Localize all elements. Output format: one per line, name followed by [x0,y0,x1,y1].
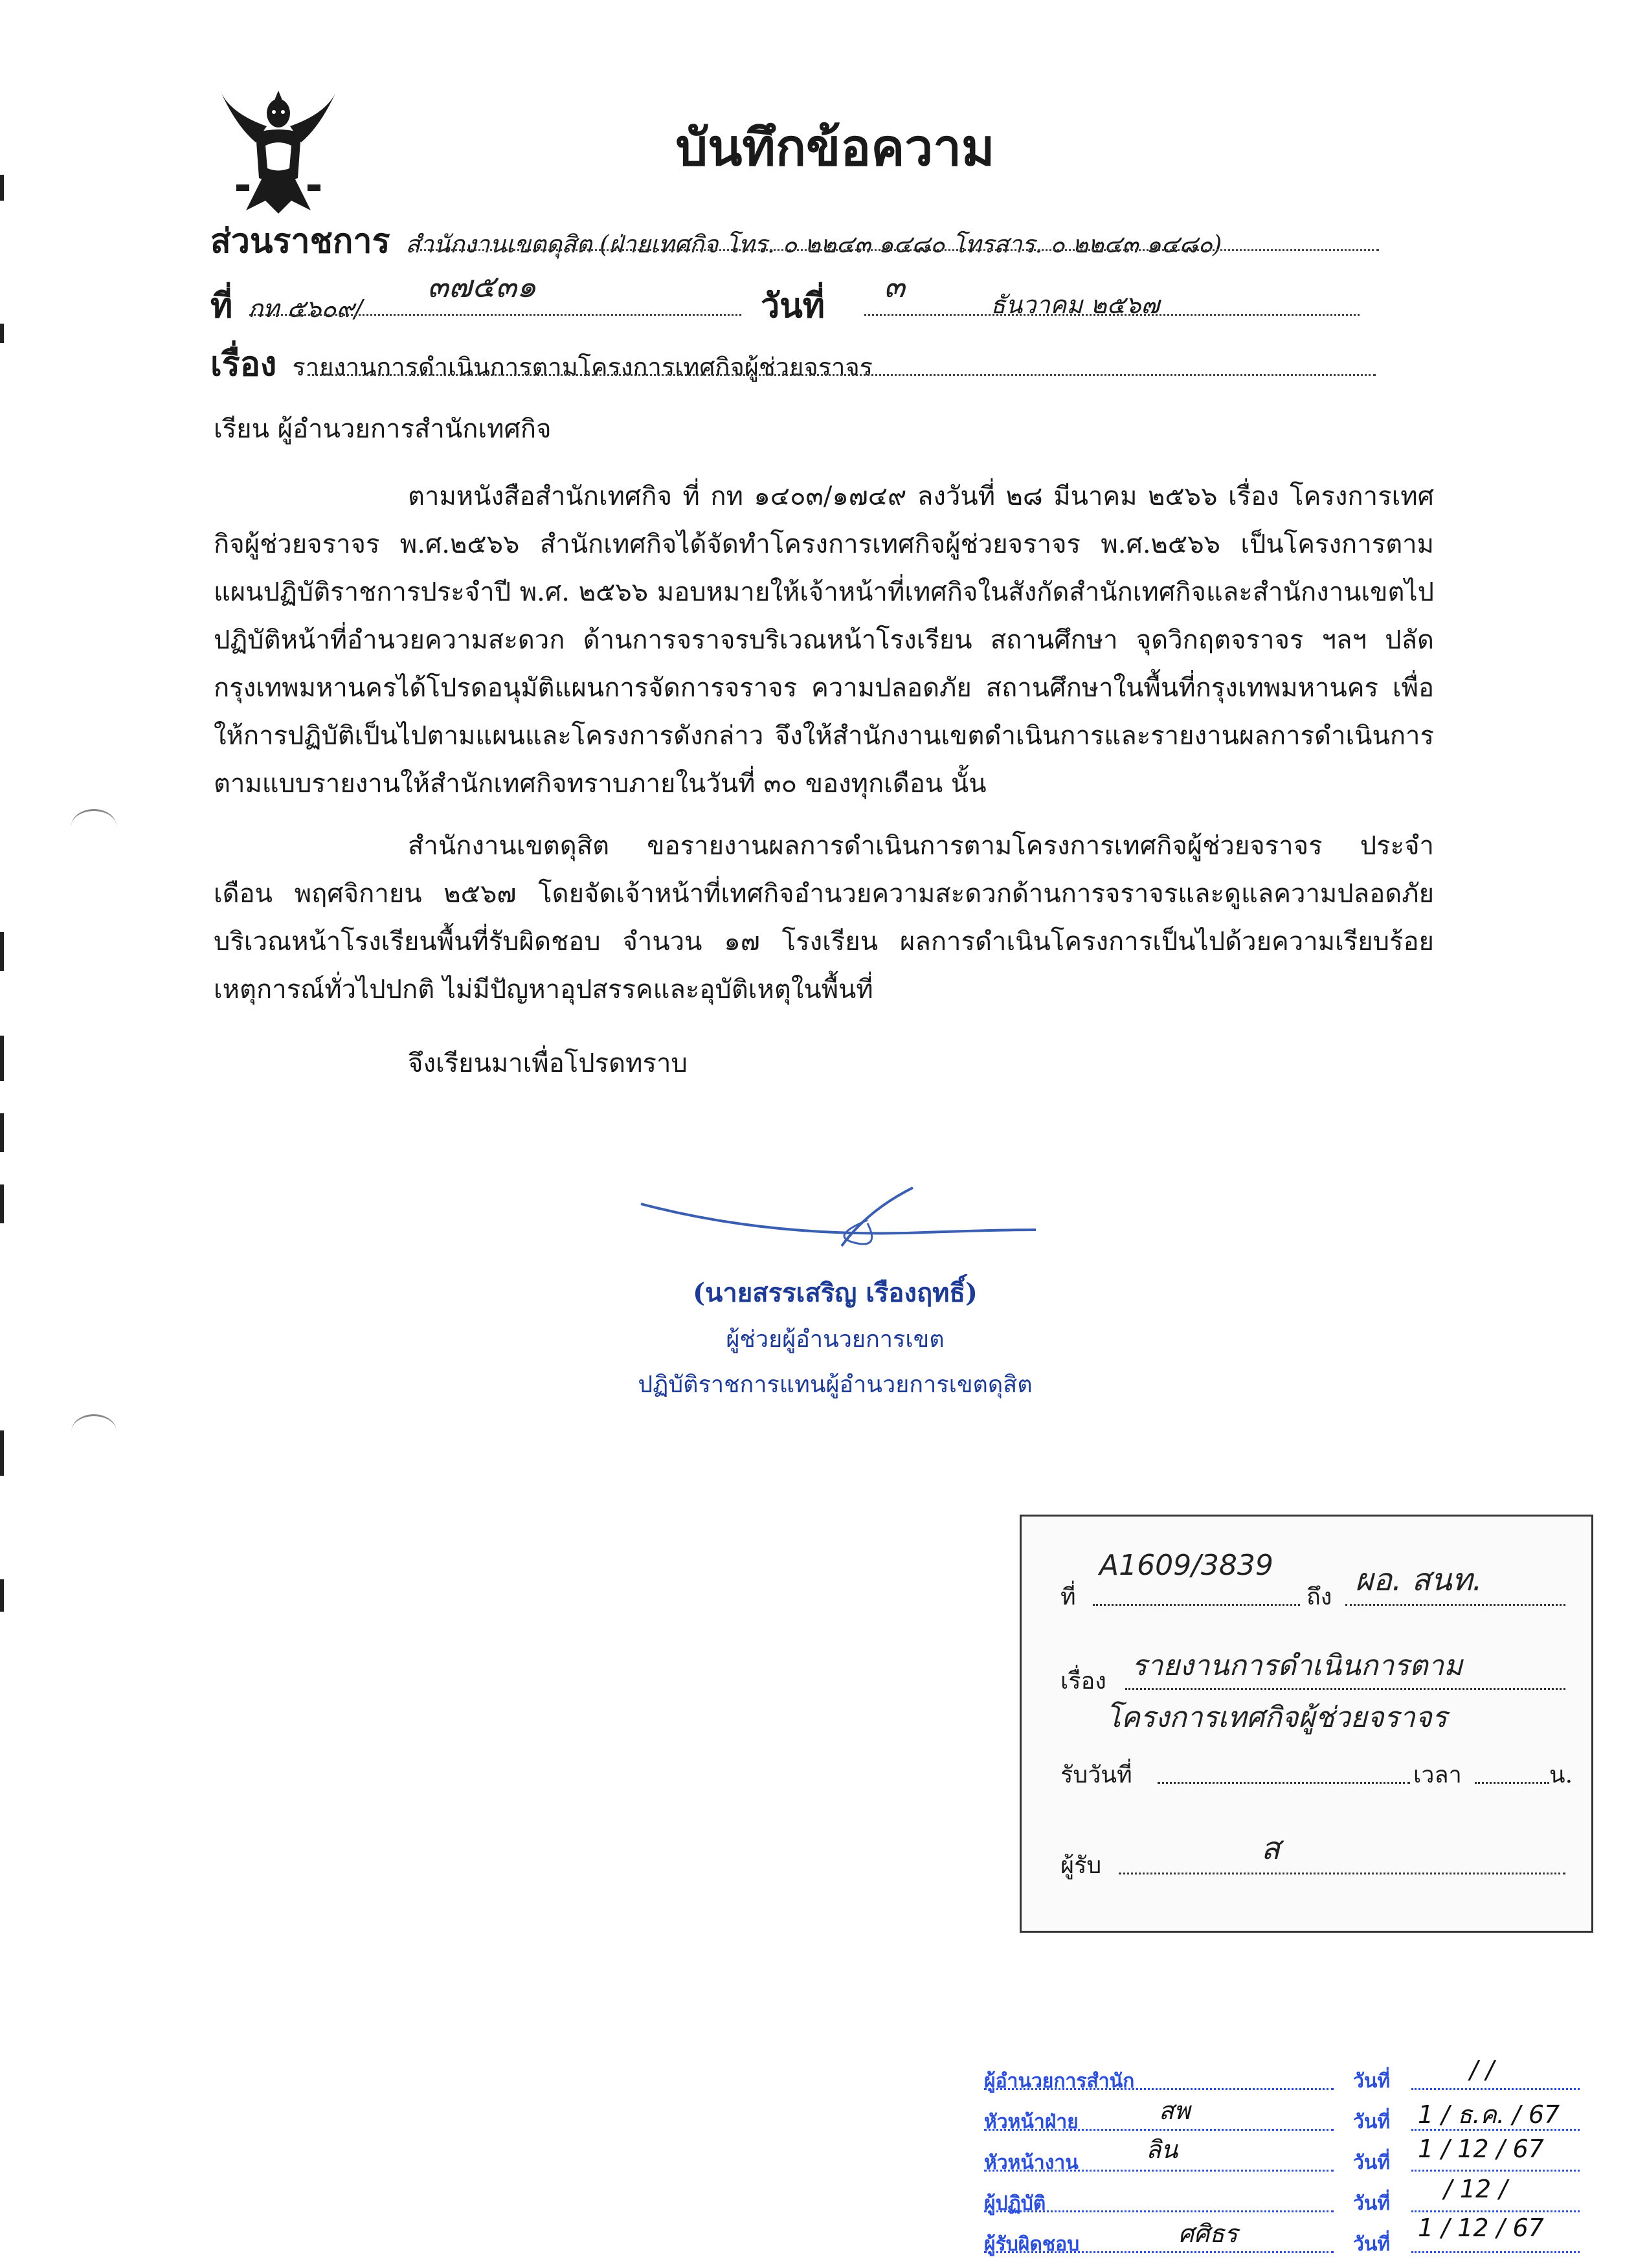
reference-row [210,278,363,332]
receipt-no-dots [1093,1604,1300,1606]
receipt-to-label: ถึง [1306,1584,1332,1610]
binder-mark [0,1184,4,1223]
date-label: วันที่ [761,286,825,326]
reference-prefix: กท ๕๖๐๙/ [248,295,363,323]
subject-dotted-line [308,374,1376,376]
stamp-line [1411,2210,1580,2212]
stamp-line [984,2170,1334,2172]
date-row [761,278,825,332]
stamp-date-label-5: วันที่ [1353,2233,1391,2256]
stamp-line [1411,2088,1580,2090]
receipt-time-dots [1475,1782,1549,1784]
stamp-sign-2: สพ [1159,2096,1191,2125]
stamp-sign-5: ศศิธร [1178,2219,1238,2248]
paragraph-2 [214,822,1434,1014]
date-dotted-line [864,314,1360,316]
date-month-year-row [991,285,1160,324]
garuda-emblem-icon [217,87,340,217]
stamp-date-label-2: วันที่ [1353,2111,1391,2133]
subject-value: รายงานการดำเนินการตามโครงการเทศกิจผู้ช่วยจราจร [292,353,873,381]
binder-mark [0,1036,4,1081]
receipt-no-value: A1609/3839 [1099,1549,1273,1582]
date-day-handwritten: ๓ [884,269,905,305]
stamp-line [984,2251,1334,2253]
stamp-line [1411,2170,1580,2172]
stamp-date-label-1: วันที่ [1353,2070,1391,2093]
binder-mark [0,175,4,201]
receipt-subject-label: เรื่อง [1060,1668,1106,1695]
receipt-subject-line1: รายงานการดำเนินการตาม [1132,1649,1463,1682]
stamp-role-4: ผู้ปฏิบัติ [984,2192,1046,2215]
paragraph-2-text: สำนักงานเขตดุสิต ขอรายงานผลการดำเนินการตามโครงการเทศกิจผู้ช่วยจราจร ประจำเดือน พฤศจิกายน ๒๕๖๗ โดยจัดเจ้าหน้าที่เทศกิจอำนวยความสะดวกด้านการจราจรและดูแลความปลอดภัยบริเวณหน้าโรงเรียนพื้นที่รับผิดชอบ จำนวน ๑๗ โรงเรียน ผลการดำเนินโครงการเป็นไปด้วยความเรียบร้อย เหตุการณ์ทั่วไปปกติ ไม่มีปัญหาอุปสรรคและอุบัติเหตุในพื้นที่ [214,831,1434,1005]
receipt-receiver-value: ส [1261,1830,1281,1867]
stamp-line [984,2088,1334,2090]
receipt-subject-dots [1125,1688,1565,1690]
salutation: เรียน ผู้อำนวยการสำนักเทศกิจ [214,414,552,444]
binder-mark [0,1579,4,1612]
binder-mark [0,1113,4,1152]
receipt-subject-line2: โครงการเทศกิจผู้ช่วยจราจร [1106,1701,1448,1734]
stamp-sign-3: ลิน [1146,2135,1178,2164]
binder-mark [0,932,4,971]
receipt-receiver-label: ผู้รับ [1060,1852,1102,1879]
stamp-date-4: / 12 / [1444,2175,1508,2203]
agency-value: สำนักงานเขตดุสิต (ฝ่ายเทศกิจ โทร. ๐ ๒๒๔๓ ๑๔๘๐ โทรสาร. ๐ ๒๒๔๓ ๑๔๘๐) [405,230,1222,258]
stamp-role-2: หัวหน้าฝ่าย [984,2111,1079,2133]
binder-mark [0,324,4,343]
stamp-line [1411,2251,1580,2253]
subject-label: เรื่อง [210,344,277,384]
stamp-role-5: ผู้รับผิดชอบ [984,2233,1080,2256]
stamp-date-label-3: วันที่ [1353,2151,1391,2174]
receipt-date-dots [1158,1782,1410,1784]
paragraph-1 [214,472,1434,808]
receipt-receiver-dots [1119,1873,1565,1874]
punch-hole-mark [71,1414,117,1449]
receipt-time-suffix: น. [1549,1762,1573,1788]
stamp-role-3: หัวหน้างาน [984,2151,1079,2174]
stamp-date-label-4: วันที่ [1353,2192,1391,2215]
binder-mark [0,1430,4,1476]
agency-label: ส่วนราชการ [210,221,390,261]
paragraph-1-text: ตามหนังสือสำนักเทศกิจ ที่ กท ๑๔๐๓/๑๗๔๙ ลงวันที่ ๒๘ มีนาคม ๒๕๖๖ เรื่อง โครงการเทศกิจผู้ช่วยจราจร พ.ศ.๒๕๖๖ สำนักเทศกิจได้จัดทำโครงการเทศกิจผู้ช่วยจราจร พ.ศ.๒๕๖๖ เป็นโครงการตามแผนปฏิบัติราชการประจำปี พ.ศ. ๒๕๖๖ มอบหมายให้เจ้าหน้าที่เทศกิจในสังกัดสำนักเทศกิจและสำนักงานเขตไปปฏิบัติหน้าที่อำนวยความสะดวก ด้านการจราจรบริเวณหน้าโรงเรียน สถานศึกษา จุดวิกฤตจราจร ฯลฯ ปลัดกรุงเทพมหานครได้โปรดอนุมัติแผนการจัดการจราจร ความปลอดภัย สถานศึกษาในพื้นที่กรุงเทพมหานคร เพื่อให้การปฏิบัติเป็นไปตามแผนและโครงการดังกล่าว จึงให้สำนักงานเขตดำเนินการและรายงานผลการดำเนินการตามแบบรายงานให้สำนักเทศกิจทราบภายในวันที่ ๓๐ ของทุกเดือน นั้น [214,482,1434,799]
agency-dotted-line [408,249,1379,251]
stamp-line [984,2210,1334,2212]
signer-position: ผู้ช่วยผู้อำนวยการเขต [726,1326,945,1353]
routing-stamp [971,2058,1593,2268]
reference-label: ที่ [210,286,233,326]
handwritten-signature [634,1184,1055,1256]
receipt-time-label: เวลา [1413,1762,1462,1788]
stamp-role-1: ผู้อำนวยการสำนัก [984,2070,1135,2093]
receipt-to-value: ผอ. สนท. [1355,1562,1483,1598]
signer-acting-on-behalf: ปฏิบัติราชการแทนผู้อำนวยการเขตดุสิต [638,1372,1033,1398]
stamp-date-5: 1 / 12 / 67 [1418,2214,1544,2242]
date-month-year: ธันวาคม ๒๕๖๗ [991,291,1160,319]
receipt-no-label: ที่ [1060,1584,1076,1610]
agency-row [210,214,1222,267]
reference-dotted-line [249,314,741,316]
signer-name: (นายสรรเสริญ เรืองฤทธิ์) [693,1278,978,1308]
stamp-date-1: / / [1470,2058,1494,2084]
stamp-date-3: 1 / 12 / 67 [1418,2135,1544,2163]
document-title: บันทึกข้อความ [675,118,995,177]
stamp-date-2: 1 / ธ.ค. / 67 [1418,2100,1560,2129]
receipt-box [1020,1515,1593,1933]
subject-row [210,337,873,390]
receipt-date-label: รับวันที่ [1060,1762,1132,1788]
reference-handwritten: ๓๗๕๓๑ [427,269,537,305]
closing-line: จึงเรียนมาเพื่อโปรดทราบ [408,1049,688,1078]
punch-hole-mark [71,809,117,843]
